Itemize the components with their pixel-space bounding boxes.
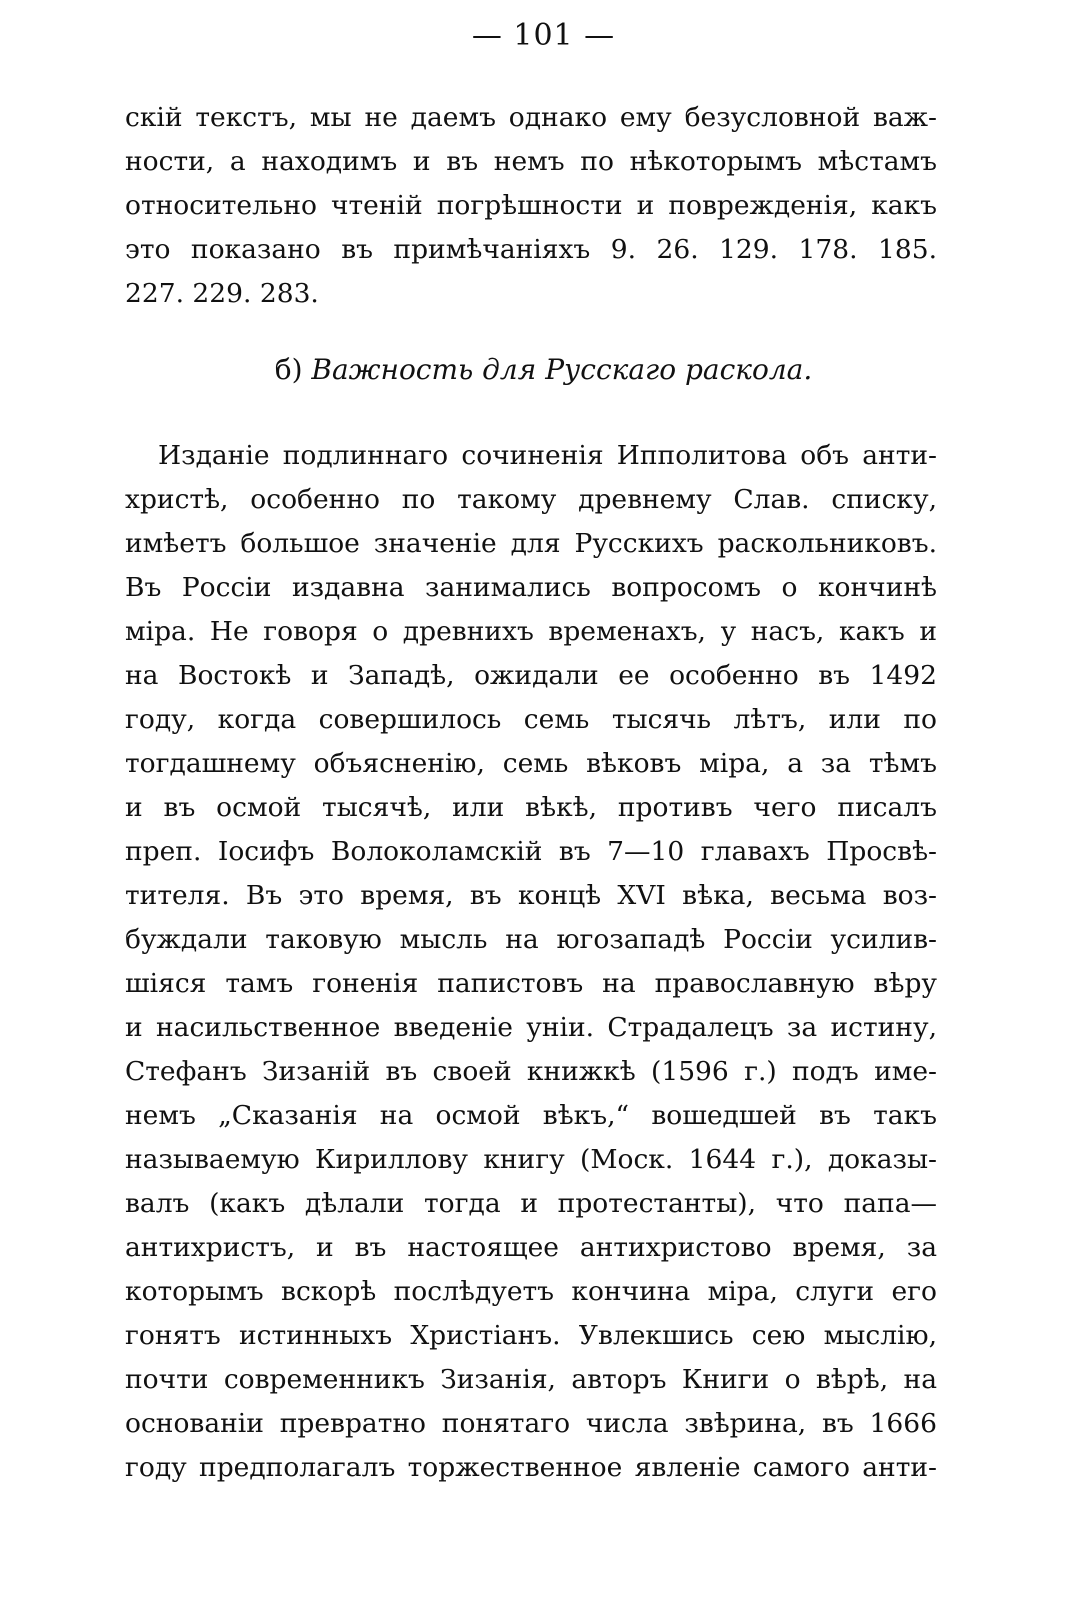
text-line: году предполагалъ торжественное явленіе самого анти- [125,1452,937,1483]
text-line: немъ „Сказанія на осмой вѣкъ,“ вошедшей въ такъ [125,1100,937,1131]
text-line: валъ (какъ дѣлали тогда и протестанты), что папа— [125,1188,937,1219]
text-line: относительно чтеній погрѣшности и поврежденія, какъ [125,190,937,221]
text-line: имѣетъ большое значеніе для Русскихъ раскольниковъ. [125,528,937,559]
text-line: тителя. Въ это время, въ концѣ XVI вѣка, весьма воз- [125,880,937,911]
text-line: Въ Россіи издавна занимались вопросомъ о кончинѣ [125,572,937,603]
text-line: 227. 229. 283. [125,278,319,309]
text-line: шіяся тамъ гоненія папистовъ на православную вѣру [125,968,937,999]
section-heading [0,348,1087,392]
text-line: которымъ вскорѣ послѣдуетъ кончина міра, слуги его [125,1276,937,1307]
text-line: Изданіе подлиннаго сочиненія Ипполитова объ анти- [158,440,937,471]
text-line: называемую Кириллову книгу (Моск. 1644 г.), доказы- [125,1144,937,1175]
text-line: скій текстъ, мы не даемъ однако ему безусловной важ- [125,102,937,133]
text-line: Стефанъ Зизаній въ своей книжкѣ (1596 г.) подъ име- [125,1056,937,1087]
text-line: антихристъ, и въ настоящее антихристово время, за [125,1232,937,1263]
text-line: преп. Іосифъ Волоколамскій въ 7—10 главахъ Просвѣ- [125,836,937,867]
text-line: буждали таковую мысль на югозападѣ Россіи усилив- [125,924,937,955]
text-line: и насильственное введеніе уніи. Страдалецъ за истину, [125,1012,937,1043]
text-line: основаніи превратно понятаго числа звѣрина, въ 1666 [125,1408,937,1439]
text-line: ности, а находимъ и въ немъ по нѣкоторымъ мѣстамъ [125,146,937,177]
text-line: тогдашнему объясненію, семь вѣковъ міра, а за тѣмъ [125,748,937,779]
text-line: гонятъ истинныхъ Христіанъ. Увлекшись сею мыслію, [125,1320,937,1351]
text-line: почти современникъ Зизанія, авторъ Книги о вѣрѣ, на [125,1364,937,1395]
section-title: Важность для Русскаго раскола. [311,353,813,386]
section-label: б) [274,353,303,386]
text-line: это показано въ примѣчаніяхъ 9. 26. 129. 178. 185. [125,234,937,265]
page-number: — 101 — [471,18,616,53]
text-line: году, когда совершилось семь тысячь лѣтъ, или по [125,704,937,735]
text-line: христѣ, особенно по такому древнему Слав. списку, [125,484,937,515]
text-line: и въ осмой тысячѣ, или вѣкѣ, противъ чего писалъ [125,792,937,823]
text-line: міра. Не говоря о древнихъ временахъ, у насъ, какъ и [125,616,937,647]
text-line: на Востокѣ и Западѣ, ожидали ее особенно въ 1492 [125,660,937,691]
